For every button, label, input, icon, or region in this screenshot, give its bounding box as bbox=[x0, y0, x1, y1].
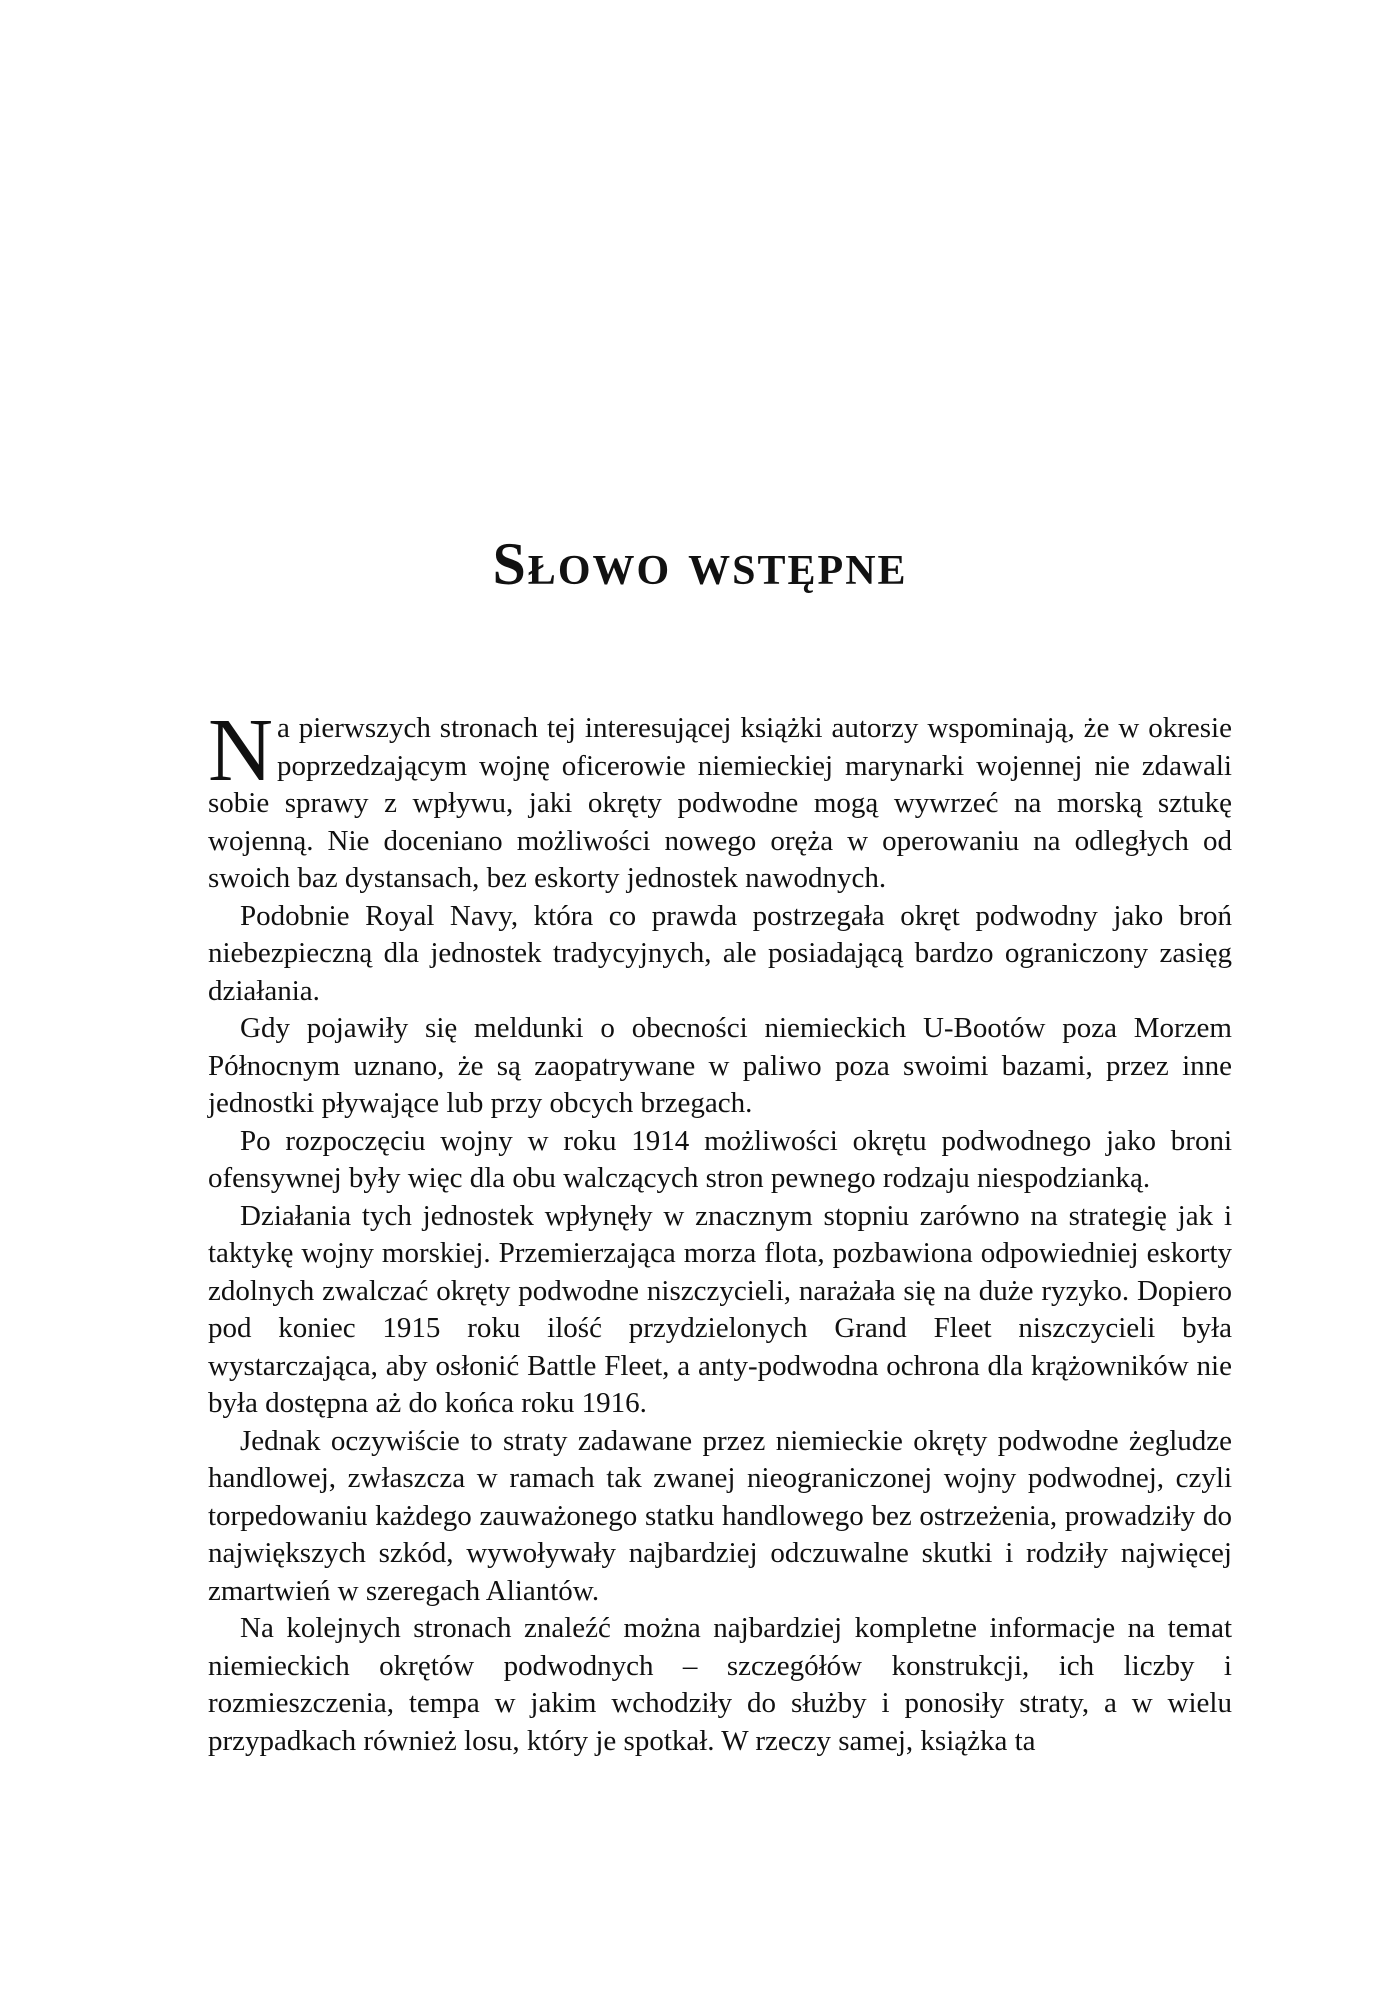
paragraph-2: Podobnie Royal Navy, która co prawda postrzegała okręt podwodny jako broń niebezpieczną dla jednostek tradycyjnych, ale posiadającą bardzo ograniczony zasięg działania. bbox=[208, 899, 1232, 1007]
drop-cap: N bbox=[208, 701, 273, 800]
paragraph-5: Działania tych jednostek wpłynęły w znacznym stopniu zarówno na strategię jak i taktykę wojny morskiej. Przemierzająca morza flota, pozbawiona odpowiedniej eskorty zdolnych zwalczać okręty podwodne niszczycieli, narażała się na duże ryzyko. Dopiero pod koniec 1915 roku ilość przydzielonych Grand Fleet niszczycieli była wystarczająca, aby osłonić Battle Fleet, a anty-podwodna ochrona dla krążowników nie była dostępna aż do końca roku 1916. bbox=[208, 1199, 1232, 1419]
body-text bbox=[208, 701, 1232, 1760]
paragraph-3: Gdy pojawiły się meldunki o obecności niemieckich U-Bootów poza Morzem Północnym uznano, że są zaopatrywane w paliwo poza swoimi bazami, przez inne jednostki pływające lub przy obcych brzegach. bbox=[208, 1012, 1232, 1119]
paragraph-1-text: a pierwszych stronach tej interesującej książki autorzy wspominają, że w okresie poprzedzającym wojnę oficerowie niemieckiej marynarki wojennej nie zdawali sobie sprawy z wpływu, jaki okręty podwodne mogą wywrzeć na morską sztukę wojenną. Nie doceniano możliwości nowego oręża w operowaniu na odległych od swoich baz dystansach, bez eskorty jednostek nawodnych. bbox=[208, 712, 1232, 894]
chapter-title: Słowo wstępne bbox=[492, 531, 908, 597]
paragraph-4: Po rozpoczęciu wojny w roku 1914 możliwości okrętu podwodnego jako broni ofensywnej były więc dla obu walczących stron pewnego rodzaju niespodzianką. bbox=[208, 1124, 1232, 1194]
paragraph-1 bbox=[208, 701, 1232, 898]
paragraph-6: Jednak oczywiście to straty zadawane przez niemieckie okręty podwodne żegludze handlowej, zwłaszcza w ramach tak zwanej nieograniczonej wojny podwodnej, czyli torpedowaniu każdego zauważonego statku handlowego bez ostrzeżenia, prowadziły do największych szkód, wywoływały najbardziej odczuwalne skutki i rodziły najwięcej zmartwień w szeregach Aliantów. bbox=[208, 1424, 1232, 1607]
paragraph-7: Na kolejnych stronach znaleźć można najbardziej kompletne informacje na temat niemieckich okrętów podwodnych – szczegółów konstrukcji, ich liczby i rozmieszczenia, tempa w jakim wchodziły do służby i ponosiły straty, a w wielu przypadkach również losu, który je spotkał. W rzeczy samej, książka ta bbox=[208, 1612, 1232, 1757]
